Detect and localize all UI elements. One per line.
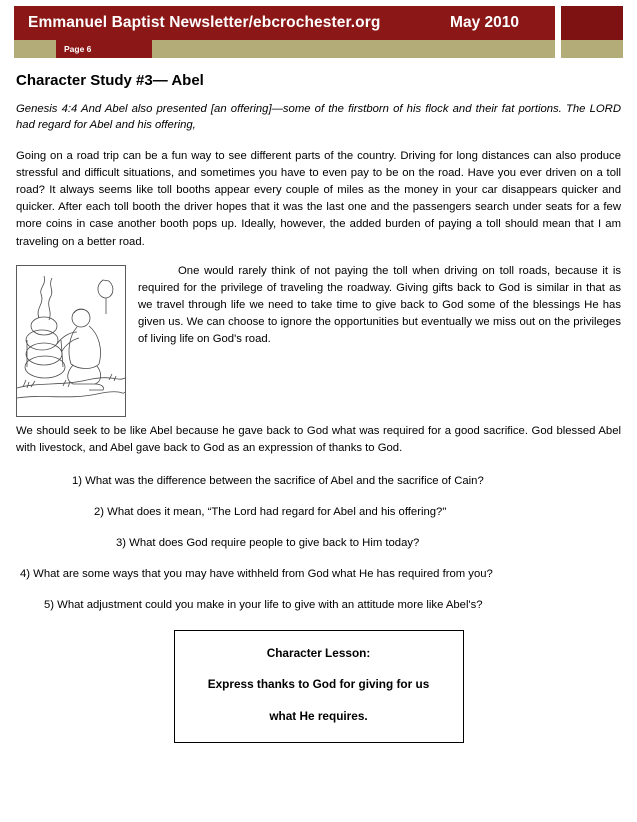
question-item: 4) What are some ways that you may have withheld from God what He has required from you? <box>20 567 493 580</box>
lesson-line-2: what He requires. <box>269 709 368 724</box>
header-bar <box>14 6 555 40</box>
question-item: 3) What does God require people to give back to Him today? <box>116 536 420 549</box>
article-body <box>0 60 637 743</box>
character-lesson-box <box>174 630 464 743</box>
lesson-heading: Character Lesson: <box>266 645 371 660</box>
issue-date: May 2010 <box>450 14 519 31</box>
tab-accent-right <box>561 40 623 58</box>
paragraph-conclusion: We should seek to be like Abel because he gave back to God what was required for a good sacrifice. God blessed Abel with livestock, and Abel gave back to God as an expression of thanks to God. <box>16 424 621 454</box>
abel-offering-illustration <box>16 265 126 417</box>
question-item: 1) What was the difference between the sacrifice of Abel and the sacrifice of Cain? <box>72 475 484 487</box>
questions-list <box>16 473 621 614</box>
tab-accent-left <box>14 40 56 58</box>
scripture-verse: Genesis 4:4 And Abel also presented [an offering]—some of the firstborn of his flock and their fat portions. The LORD had regard for Abel and his offering, <box>16 103 621 132</box>
paragraph-toll-analogy: One would rarely think of not paying the toll when driving on toll roads, because it is required for the privilege of traveling the roadway. Giving gifts back to God is similar in that as we travel through life we need to take time to give back to God some of the blessings He has given us. We can choose to ignore the opportunities but eventually we miss out on the privileges of living life on God's road. <box>138 264 621 346</box>
page-tab-row <box>0 40 637 60</box>
tab-accent-middle <box>152 40 555 58</box>
page-header <box>0 0 637 40</box>
question-item: 5) What adjustment could you make in your life to give with an attitude more like Abel's? <box>44 598 483 611</box>
article-title: Character Study #3— Abel <box>16 72 204 89</box>
page-number-tab: Page 6 <box>56 40 152 58</box>
question-item: 2) What does it mean, “The Lord had regard for Abel and his offering?" <box>94 505 447 518</box>
paragraph-intro: Going on a road trip can be a fun way to see different parts of the country. Driving for long distances can also produce stressful and difficult situations, and sometimes you have to even pay to be on the road. Have you ever driven on a toll road? It always seems like toll booths appear every couple of miles as the money in your car disappears quicker and quicker. After each toll booth the driver hopes that it was the last one and the passengers search under seats for a few more coins in case another booth pops up. Ideally, however, the added burden of paying a toll should mean that I am traveling on a better road. <box>16 149 621 248</box>
lesson-line-1: Express thanks to God for giving for us <box>207 677 430 692</box>
newsletter-title: Emmanuel Baptist Newsletter/ebcrochester.org <box>28 14 381 31</box>
header-right-block <box>561 6 623 40</box>
